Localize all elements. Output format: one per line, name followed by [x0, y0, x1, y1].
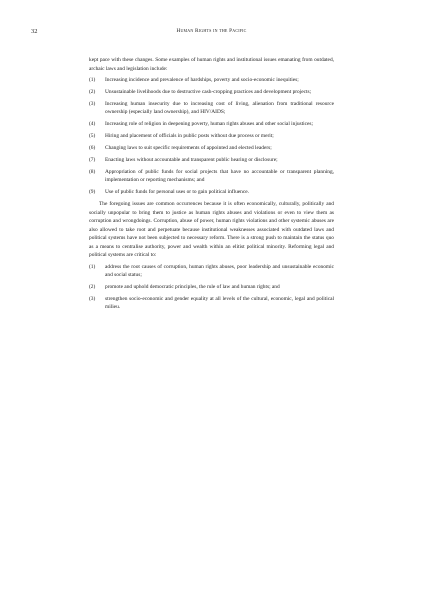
list-item-text: Unsustainable livelihoods due to destructive cash-cropping practices and development projects;	[105, 88, 312, 95]
page-number: 32	[31, 28, 38, 35]
list-item-number: (3)	[89, 295, 96, 302]
list-item	[89, 283, 334, 292]
list-item-number: (8)	[89, 168, 96, 175]
list-item-number: (4)	[89, 121, 96, 128]
list-item-number: (3)	[89, 100, 96, 107]
intro-paragraph: kept pace with these changes. Some examples of human rights and institutional issues emanating from outdated, archaic laws and legislation include:	[89, 57, 334, 72]
list-item	[89, 132, 334, 141]
list-item	[89, 263, 334, 280]
list-item	[89, 76, 334, 85]
list-item	[89, 295, 334, 312]
list-item	[89, 120, 334, 129]
list-item-text: Increasing human insecurity due to increasing cost of living, alienation from traditional resource ownership (especially land ownership), and HIV/AIDS;	[105, 100, 334, 116]
list-item-text: Appropriation of public funds for social projects that have no accountable or transparent planning, implementation or reporting mechanisms; and	[105, 168, 334, 184]
list-item-number: (6)	[89, 144, 96, 151]
reforms-list	[89, 263, 334, 312]
body-paragraph: The foregoing issues are common occurrences because it is often economically, culturally, politically and socially unpopular to bring them to justice as human rights abuses and violations or even to view them as corruption and wrongdoings. Corruption, abuse of power, human rights violations and other systemic abuses are also allowed to take root and perpetuate because institutional weaknesses associated with outdated laws and political systems have not been subjected to necessary reform. There is a strong push to maintain the status quo as a means to centralise authority, power and wealth within an elitist political minority. Reforming legal and political systems are critical to:	[89, 201, 334, 259]
list-item-text: Enacting laws without accountable and transparent public hearing or disclosure;	[105, 156, 278, 163]
list-item	[89, 156, 334, 165]
list-item-number: (5)	[89, 133, 96, 140]
list-item	[89, 144, 334, 153]
list-item-text: Increasing role of religion in deepening poverty, human rights abuses and other social injustices;	[105, 121, 314, 128]
issues-list	[89, 76, 334, 197]
list-item	[89, 188, 334, 197]
list-item-number: (9)	[89, 189, 96, 196]
list-item-text: Hiring and placement of officials in public posts without due process or merit;	[105, 133, 274, 140]
list-item-number: (2)	[89, 283, 96, 290]
list-item-number: (1)	[89, 77, 96, 83]
list-item-text: Changing laws to suit specific requirements of appointed and elected leaders;	[105, 144, 272, 151]
list-item	[89, 100, 334, 117]
list-item-text: address the root causes of corruption, human rights abuses, poor leadership and unsustainable economic and social status;	[105, 263, 334, 279]
list-item-number: (1)	[89, 263, 96, 270]
list-item-text: Increasing incidence and prevalence of hardships, poverty and socio-economic inequities;	[105, 77, 299, 83]
page-body	[89, 56, 334, 315]
list-item-text: strengthen socio-economic and gender equality at all levels of the cultural, economic, legal and political milieu.	[105, 295, 334, 311]
list-item-text: Use of public funds for personal uses or to gain political influence.	[105, 189, 250, 196]
list-item	[89, 88, 334, 97]
running-head: Human Rights in the Pacific	[176, 28, 247, 34]
list-item-number: (7)	[89, 156, 96, 163]
list-item	[89, 168, 334, 185]
list-item-text: promote and uphold democratic principles, the rule of law and human rights; and	[105, 283, 280, 290]
list-item-number: (2)	[89, 88, 96, 95]
